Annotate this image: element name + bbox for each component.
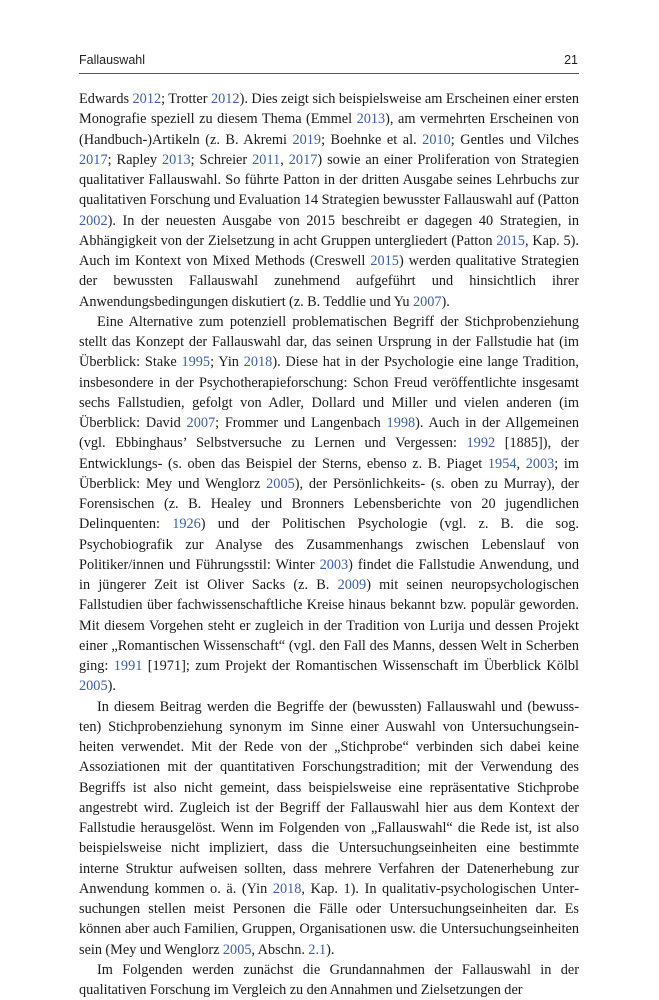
- paragraph: [79, 312, 579, 697]
- text-run: Im Folgenden werden zunächst die Grundannahmen der Fallauswahl in der qualitativen Forschung im Vergleich zu den Annahmen und Zielsetzungen der: [79, 961, 579, 998]
- reference-link[interactable]: 2010: [422, 131, 451, 148]
- text-run: ; im Überblick: Mey und Wenglorz: [79, 455, 579, 492]
- text-run: , Kap. 5). Auch im Kontext von Mixed Methods (Creswell: [79, 232, 579, 269]
- text-run: ) findet die Fallstudie Anwendung, und in jüngerer Zeit ist Oliver Sacks (z. B.: [79, 556, 579, 593]
- text-run: ; Trotter: [161, 91, 211, 107]
- text-run: ; Frommer und Langenbach: [215, 415, 387, 431]
- reference-link[interactable]: 1991: [113, 658, 143, 674]
- text-run: ). Dies zeigt sich beispielsweise am Erscheinen einer ersten Monografie speziell zu diesem Thema (Emmel: [79, 91, 580, 128]
- reference-link[interactable]: 2017: [288, 151, 318, 168]
- reference-link[interactable]: 2015: [496, 232, 525, 249]
- text-run: In diesem Beitrag werden die Begriffe der (bewussten) Fallauswahl und (bewussten) Stichprobenziehung synonym im Sinne einer Auswahl von Untersuchungseinheiten verwendet. Mit der Rede von der „Stichprobe“ verbinden sich dabei keine Assoziationen mit der quantitativen Forschungstradition; mit der Verwendung des Begriffs ist also nicht gemeint, dass beispielsweise eine repräsentative Stichprobe angestrebt wird. Zugleich ist der Begriff der Fallauswahl hier aus dem Kontext der Fallstudie herausgelöst. Wenn im Folgenden von „Fallauswahl“ die Rede ist, ist also beispielsweise nicht impliziert, dass die Untersuchungseinheiten eine bestimmte interne Struktur aufweisen sollten, dass mehrere Verfahren der Datenerhebung zur Anwendung kommen o. ä. (Yin: [79, 698, 579, 897]
- reference-link[interactable]: 1998: [386, 415, 416, 431]
- reference-link[interactable]: 2003: [525, 455, 555, 472]
- text-run: Edwards: [79, 91, 133, 107]
- text-run: ) sowie an einer Proliferation von Strategien qualitativer Fallauswahl. So führte Patton in der dritten Ausgabe seines Lehrbuchs zur qualitativen Forschung und Evaluation 14 Strategien bewusster Fallauswahl auf (Patton: [79, 151, 579, 209]
- header-rule: [79, 73, 579, 74]
- text-run: ).: [107, 678, 116, 695]
- paragraph: [79, 960, 579, 1000]
- reference-link[interactable]: 2012: [132, 91, 162, 107]
- page-number: 21: [564, 53, 578, 67]
- reference-link[interactable]: 2018: [243, 354, 273, 371]
- text-run: ; Yin: [210, 354, 244, 371]
- text-run: ; Schreier: [190, 151, 253, 168]
- reference-link[interactable]: 2017: [79, 151, 108, 168]
- reference-link[interactable]: 2005: [79, 678, 108, 695]
- body-text: [79, 89, 579, 1000]
- reference-link[interactable]: 2005: [222, 941, 252, 958]
- paragraph: [79, 89, 579, 312]
- reference-link[interactable]: 2002: [79, 212, 108, 229]
- reference-link[interactable]: 2007: [412, 293, 442, 310]
- running-title: Fallauswahl: [79, 53, 146, 67]
- reference-link[interactable]: 2015: [370, 253, 399, 269]
- text-run: ) mit seinen neuropsychologischen Fallstudien über fachwissenschaftliche Kreise hinaus bekannt bzw. populär geworden. Mit diesem Vorgehen steht er zugleich in der Tradition von Lurija und dessen Projekt einer „Romantischen Wissenschaft“ (vgl. den Fall des Manns, dessen Welt in Scherben ging:: [79, 577, 579, 674]
- reference-link[interactable]: 2019: [292, 131, 322, 148]
- text-run: , Kap. 1). In qualitativ-psychologischen Untersuchungen stellen meist Personen die Fälle oder Untersuchungseinheiten dar. Es können aber auch Familien, Gruppen, Organisationen usw. die Untersuchungseinheiten sein (Mey und Wenglorz: [79, 880, 579, 958]
- text-run: ,: [516, 455, 526, 472]
- text-run: ).: [441, 293, 450, 310]
- reference-link[interactable]: 2007: [186, 415, 216, 431]
- text-run: , Abschn.: [251, 941, 309, 958]
- reference-link[interactable]: 1926: [172, 516, 201, 533]
- reference-link[interactable]: 2013: [162, 151, 191, 168]
- reference-link[interactable]: 2013: [356, 111, 386, 128]
- text-run: ). Auch in der Allgemeinen (vgl. Ebbinghaus’ Selbstversuche zu Lernen und Vergessen:: [79, 415, 580, 452]
- text-run: ). In der neuesten Ausgabe von 2015 beschreibt er dagegen 40 Strategien, in Abhängigkeit von der Zielsetzung in acht Gruppen untergliedert (Patton: [79, 212, 579, 249]
- running-header: [79, 50, 578, 70]
- text-run: ). Diese hat in der Psychologie eine lange Tradition, insbesondere in der Psychotherapieforschung: Schon Freud veröffentlichte insgesamt sechs Fallstudien, gefolgt von Adler, Dollard und Miller und vielen anderen (im Überblick: David: [79, 354, 579, 431]
- text-run: [1971]; zum Projekt der Romantischen Wissenschaft im Überblick Kölbl: [142, 658, 579, 674]
- text-run: ) und der Politischen Psychologie (vgl. z. B. die sog. Psychobiografik zur Analyse des Zusammenhangs zwischen Lebenslauf von Politiker/innen und Führungsstil: Winter: [79, 516, 579, 573]
- reference-link[interactable]: 2005: [266, 475, 295, 492]
- reference-link[interactable]: 2.1: [308, 941, 327, 958]
- text-run: Eine Alternative zum potenziell problematischen Begriff der Stichprobenziehung stellt das Konzept der Fallauswahl dar, das seinen Ursprung in der Fallstudie hat (im Überblick: Stake: [79, 313, 579, 371]
- text-run: ; Gentles und Vilches: [450, 131, 579, 148]
- reference-link[interactable]: 2009: [337, 577, 367, 593]
- reference-link[interactable]: 1995: [181, 354, 211, 371]
- text-run: ).: [326, 941, 335, 958]
- text-run: ; Rapley: [107, 151, 162, 168]
- reference-link[interactable]: 2011: [252, 151, 281, 168]
- reference-link[interactable]: 2003: [319, 556, 349, 573]
- reference-link[interactable]: 2012: [210, 91, 240, 107]
- text-run: ) werden qualitative Strategien der bewussten Fallauswahl zunehmend aufgeführt und hinsichtlich ihrer Anwendungsbedingungen diskutiert (z. B. Teddlie und Yu: [79, 253, 580, 310]
- text-run: ,: [280, 151, 289, 168]
- reference-link[interactable]: 1954: [487, 455, 517, 472]
- reference-link[interactable]: 2018: [272, 880, 302, 897]
- paragraph: [79, 697, 579, 960]
- reference-link[interactable]: 1992: [466, 435, 496, 452]
- text-run: ; Boehnke et al.: [321, 131, 423, 148]
- text-run: ), am vermehrten Erscheinen von (Handbuch-)Artikeln (z. B. Akremi: [79, 111, 579, 148]
- text-run: ), der Persönlichkeits- (s. oben zu Murray), der Forensischen (z. B. Healey und Bronners Lebensberichte von 20 jugendlichen Delinquenten:: [79, 475, 580, 533]
- text-run: [1885]), der Entwicklungs- (s. oben das Beispiel der Sterns, ebenso z. B. Piaget: [79, 435, 579, 472]
